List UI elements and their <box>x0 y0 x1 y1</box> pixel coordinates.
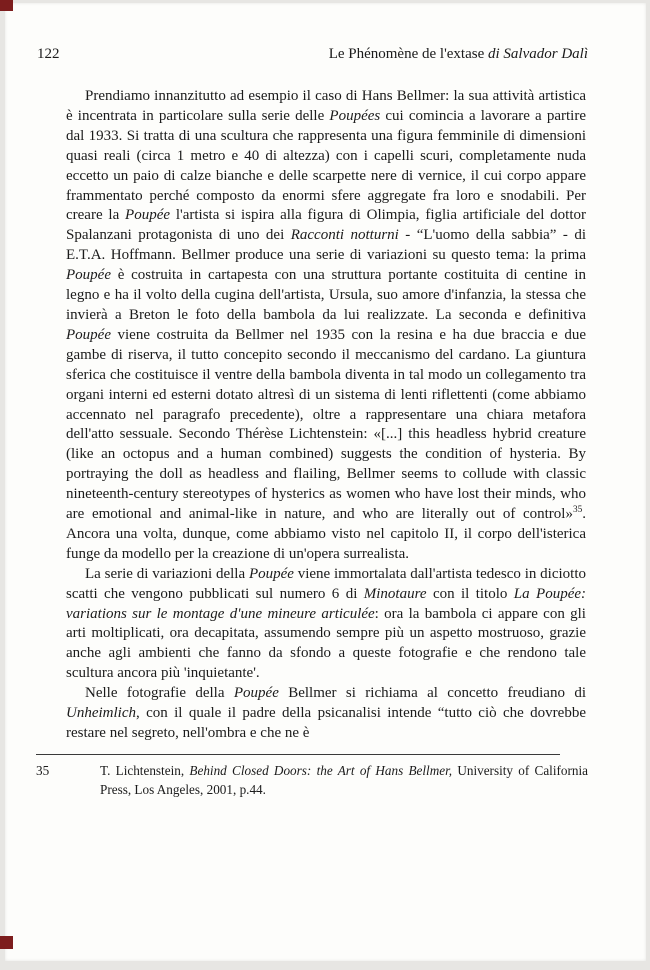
footnote <box>36 761 588 799</box>
footnote-text: T. Lichtenstein, Behind Closed Doors: the Art of Hans Bellmer, University of California Press, Los Angeles, 2001, p.44. <box>100 762 588 797</box>
scan-registration-mark-top <box>0 0 13 11</box>
paragraph-minotaure-photos: La serie di variazioni della Poupée viene immortalata dall'artista tedesco in diciotto scatti che vengono pubblicati sul numero 6 di Minotaure con il titolo La Poupée: variations sur le montage d'une mineure articulée: ora la bambola ci appare con gli arti moltiplicati, ora decapitata, assumendo sempre più un aspetto mostruoso, grazie anche agli ambienti che fanno da sfondo a queste fotografie e che rendono tale scultura ancora più 'inquietante'. <box>66 565 587 682</box>
footnote-number: 35 <box>36 762 50 778</box>
body-text <box>66 87 586 744</box>
scan-registration-mark-bottom <box>0 936 13 949</box>
running-header <box>37 46 588 63</box>
running-title: Le Phénomène de l'extase di Salvador Dalì <box>328 46 588 62</box>
paragraph-bellmer-poupee: Prendiamo innanzitutto ad esempio il caso di Hans Bellmer: la sua attività artistica è incentrata in particolare sulla serie delle Poupées cui comincia a lavorare a partire dal 1933. Si tratta di una scultura che rappresenta una figura femminile di dimensioni quasi reali (circa 1 metro e 40 di altezza) con i capelli scuri, completamente nuda eccetto un paio di calze bianche e delle scarpette nere di vernice, il cui corpo appare frammentato perché composto da enormi sfere aggregate fra loro e snodabili. Per creare la Poupée l'artista si ispira alla figura di Olimpia, figlia artificiale del dottor Spalanzani protagonista di uno dei Racconti notturni - “L'uomo della sabbia” - di E.T.A. Hoffmann. Bellmer produce una serie di variazioni su questo tema: la prima Poupée è costruita in cartapesta con una struttura portante costituita di centine in legno e ha il volto della cugina dell'artista, Ursula, suo amore d'infanzia, la stessa che invierà a Breton le foto della bambola da lui realizzate. La seconda e definitiva Poupée viene costruita da Bellmer nel 1935 con la resina e ha due braccia e due gambe di riserva, il tutto concepito secondo il meccanismo del cardano. La giuntura sferica che costituisce il ventre della bambola diventa in tal modo un collegamento tra organi interni ed esterni dotato altresì di un sistema di lenti riflettenti (come abbiamo accennato nel paragrafo precedente), oltre a rappresentare una chiara metafora dell'atto sessuale. Secondo Thérèse Lichtenstein: «[...] this headless hybrid creature (like an octopus and a human combined) suggests the condition of hysteria. By portraying the doll as headless and flailing, Bellmer seems to collude with classic nineteenth-century stereotypes of hysterics as women who have lost their minds, who are emotional and animal-like in nature, and who are literally out of control»$^{35}$. Ancora una volta, dunque, come abbiamo visto nel capitolo II, il corpo dell'isterica funge da modello per la creazione di un'opera surrealista. <box>66 88 587 562</box>
page-number: 122 <box>37 46 60 62</box>
footnote-separator-rule <box>36 754 560 755</box>
paragraph-unheimlich: Nelle fotografie della Poupée Bellmer si richiama al concetto freudiano di Unheimlich, con il quale il padre della psicanalisi intende “tutto ciò che dovrebbe restare nel segreto, nell'ombra e che ne è <box>66 685 586 741</box>
